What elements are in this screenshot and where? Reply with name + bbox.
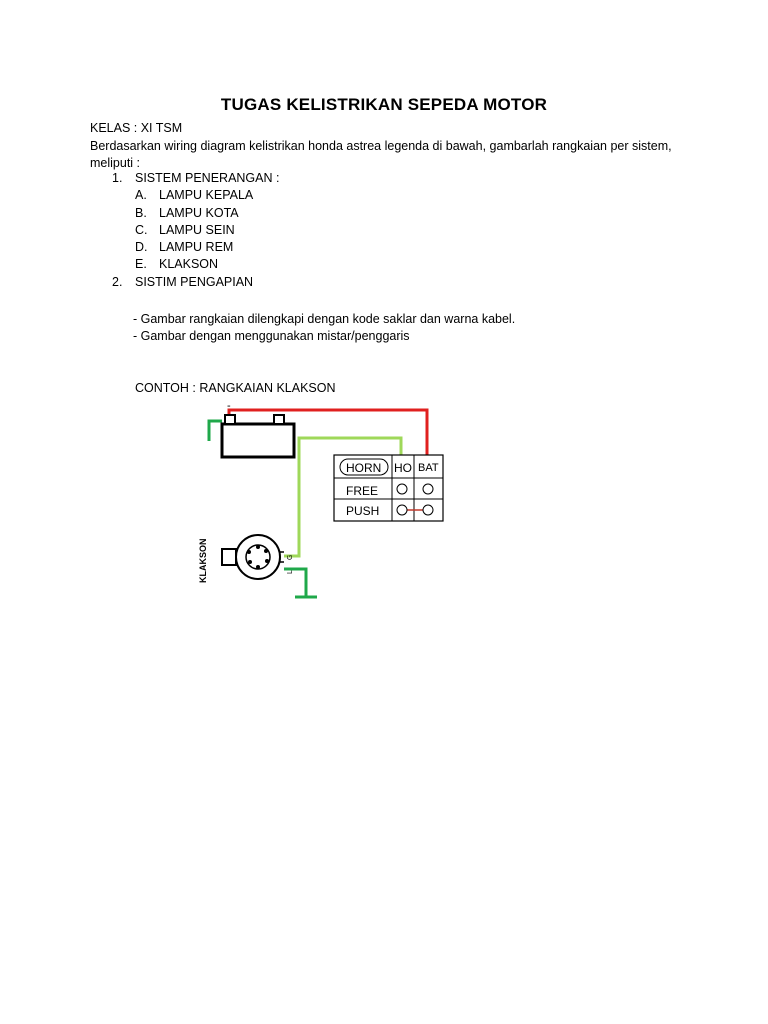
subsection-label: LAMPU REM xyxy=(159,240,234,255)
battery-ground-wire xyxy=(209,421,222,441)
section-label: SISTIM PENGAPIAN xyxy=(135,274,254,289)
subsection-letter: A. xyxy=(135,188,147,203)
note-line: - Gambar rangkaian dilengkapi dengan kode saklar dan warna kabel. xyxy=(133,312,516,326)
section-number: 1. xyxy=(112,171,123,185)
free-bat-contact xyxy=(423,484,433,494)
subsection-label: LAMPU KEPALA xyxy=(159,188,254,203)
subsection-label: KLAKSON xyxy=(159,257,219,272)
horn-icon xyxy=(222,535,284,579)
assignment-description: Berdasarkan wiring diagram kelistrikan honda astrea legenda di bawah, gambarlah rangkaian per sistem, meliputi : xyxy=(90,139,672,170)
switch-header-ho: HO xyxy=(394,461,412,475)
switch-header-horn: HORN xyxy=(346,461,382,475)
subsection-label: LAMPU KOTA xyxy=(159,205,239,220)
subsection-letter: B. xyxy=(135,205,147,220)
class-line: KELAS : XI TSM xyxy=(90,121,183,135)
subsection-letter: D. xyxy=(135,240,148,255)
battery-terminal-neg xyxy=(225,415,235,424)
section-number: 2. xyxy=(112,274,123,289)
horn-switch-table xyxy=(334,455,443,521)
subsection-letter: E. xyxy=(135,257,147,272)
switch-row-free: FREE xyxy=(346,484,379,498)
note-line: - Gambar dengan menggunakan mistar/penggaris xyxy=(133,329,410,343)
terminal-label-l: L xyxy=(287,570,294,574)
battery-body xyxy=(222,424,294,457)
subsection-letter: C. xyxy=(135,222,148,237)
push-ho-contact xyxy=(397,505,407,515)
push-bat-contact xyxy=(423,505,433,515)
example-label: CONTOH : RANGKAIAN KLAKSON xyxy=(135,381,336,395)
section-label: SISTEM PENERANGAN : xyxy=(135,171,280,185)
battery-minus-label: - xyxy=(227,400,231,412)
document-title: TUGAS KELISTRIKAN SEPEDA MOTOR xyxy=(220,95,548,114)
free-ho-contact xyxy=(397,484,407,494)
horn-label: KLAKSON xyxy=(198,538,208,583)
subsection-label: LAMPU SEIN xyxy=(159,222,235,237)
battery-terminal-pos xyxy=(274,415,284,424)
switch-header-bat: BAT xyxy=(418,462,439,474)
switch-row-push: PUSH xyxy=(346,504,380,518)
terminal-label-g: G xyxy=(287,554,294,560)
